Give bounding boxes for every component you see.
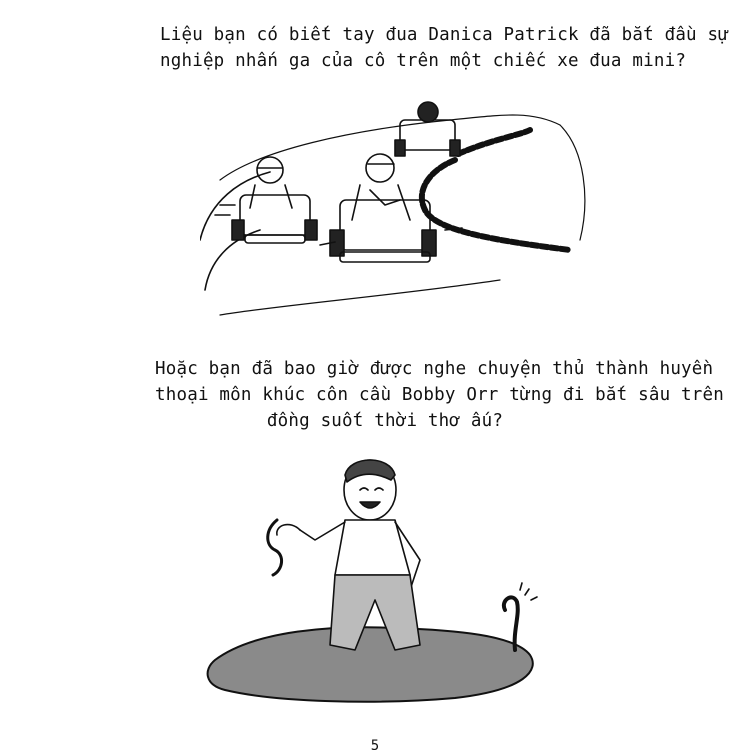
caption-line: thoại môn khúc côn cầu Bobby Orr từng đi bắt sâu trên	[155, 385, 725, 405]
caption-line: nghiệp nhấn ga của cô trên một chiếc xe đua mini?	[160, 51, 687, 71]
page-number: 5	[370, 738, 380, 754]
caption-hockey-worms	[155, 356, 725, 434]
caption-line: Hoặc bạn đã bao giờ được nghe chuyện thủ thành huyền	[155, 359, 714, 379]
boy-with-worm-in-mud-illustration	[195, 450, 545, 725]
caption-kart-racing	[160, 22, 730, 74]
caption-line: đồng suốt thời thơ ấu?	[266, 411, 504, 431]
caption-line: Liệu bạn có biết tay đua Danica Patrick đã bắt đầu sự	[160, 25, 730, 45]
go-kart-race-illustration	[200, 90, 590, 320]
